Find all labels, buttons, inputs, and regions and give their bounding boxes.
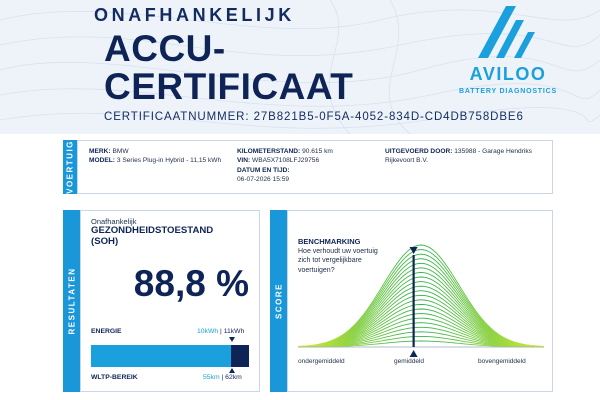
bell-contour-line	[298, 291, 544, 347]
datetime-label: DATUM EN TIJD:	[237, 166, 290, 174]
performed-by-value: 135988 - Garage Hendriks Rijkevoort B.V.	[385, 148, 532, 165]
datetime-value: 06-07-2026 15:59	[237, 176, 290, 184]
header-kicker: ONAFHANKELIJK	[94, 5, 295, 25]
results-subtitle: Onafhankelijk	[91, 217, 137, 226]
certificate-number-label: CERTIFICAATNUMMER:	[104, 111, 250, 123]
brand-name: AVILOO	[469, 64, 547, 84]
bell-contour-line	[298, 282, 544, 347]
vehicle-info-card	[77, 140, 553, 194]
bell-contour-line	[298, 263, 544, 346]
energy-label: ENERGIE	[91, 328, 122, 335]
brand-tagline: BATTERY DIAGNOSTICS	[459, 88, 557, 95]
scale-low-label: ondergemiddeld	[298, 358, 345, 365]
bell-contour-line	[298, 272, 544, 346]
benchmark-title: BENCHMARKING	[298, 237, 361, 246]
odometer-label: KILOMETERSTAND:	[237, 148, 301, 155]
energy-values	[197, 328, 244, 335]
bell-contour-line	[298, 268, 544, 347]
benchmark-question: Hoe verhoudt uw voertuig zich tot vergelijkbare voertuigen?	[298, 248, 378, 274]
soh-capacity-bar	[91, 345, 249, 367]
energy-separator: |	[218, 328, 224, 335]
marker-bottom-triangle-icon	[410, 350, 418, 357]
vehicle-column-odometer-vin	[237, 147, 367, 185]
title-line-1: ACCU-	[104, 28, 226, 69]
model-label: MODEL:	[89, 157, 116, 165]
soh-value: 88,8 %	[133, 263, 249, 304]
certificate-number-line	[104, 111, 524, 123]
energy-marker-icon	[229, 337, 235, 342]
score-card	[287, 210, 553, 392]
make-value: BMW	[112, 148, 129, 155]
aviloo-stripes-icon	[472, 6, 544, 58]
soh-capacity-bar-fill	[91, 345, 231, 367]
results-section-tab: RESULTATEN	[63, 210, 80, 392]
scale-mid-label: gemiddeld	[394, 358, 424, 365]
results-card	[80, 210, 260, 392]
score-section-tab: SCORE	[270, 210, 287, 392]
title-line-2: CERTIFICAAT	[104, 66, 354, 107]
vehicle-column-make-model	[89, 147, 229, 166]
energy-nominal-value: 11kWh	[223, 328, 245, 335]
make-label: MERK:	[89, 148, 111, 155]
vin-value: WBA5X7108LFJ29756	[252, 157, 320, 165]
certificate-number-value: 27B821B5-0F5A-4052-834D-CD4DB758DBE6	[253, 111, 524, 123]
vehicle-section-tab: VOERTUIG	[63, 140, 77, 194]
energy-current-value: 10kWh	[197, 328, 219, 335]
vin-label: VIN:	[237, 157, 251, 165]
vehicle-column-performed-by	[385, 147, 545, 166]
range-nominal-value: 62km	[225, 374, 242, 381]
range-separator: |	[219, 374, 226, 381]
range-current-value: 55km	[203, 374, 220, 381]
certificate-header	[0, 0, 600, 134]
scale-high-label: bovengemiddeld	[478, 358, 526, 365]
range-label: WLTP-BEREIK	[91, 374, 138, 381]
model-value: 3 Series Plug-in Hybrid - 11,15 kWh	[116, 157, 222, 165]
performed-by-label: UITGEVOERD DOOR:	[385, 148, 453, 155]
range-marker-icon	[229, 368, 235, 373]
odometer-value: 90.615 km	[302, 148, 333, 155]
aviloo-logo	[448, 6, 568, 98]
page-title	[104, 30, 353, 106]
range-values	[203, 374, 242, 381]
soh-title: GEZONDHEIDSTOESTAND (SOH)	[91, 225, 214, 247]
